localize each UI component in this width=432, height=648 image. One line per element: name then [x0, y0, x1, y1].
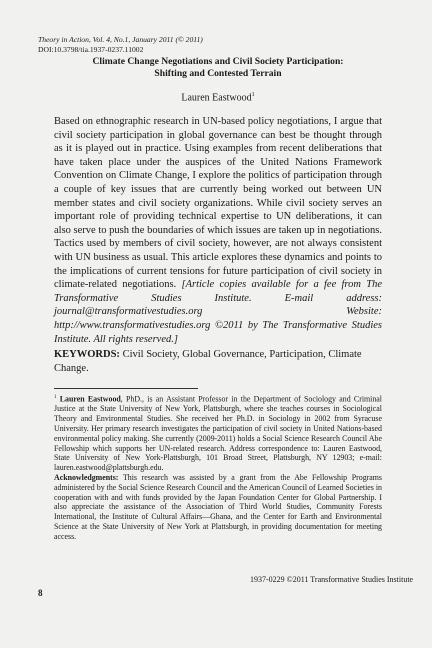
acknowledgments: [54, 473, 382, 542]
keywords-label: KEYWORDS:: [54, 349, 120, 360]
abstract: [54, 115, 382, 346]
author-footnote-mark: 1: [251, 92, 255, 98]
bio-name: Lauren Eastwood: [59, 394, 121, 404]
footnote-mark: 1: [54, 395, 57, 400]
copyright-line: 1937-0229 ©2011 Transformative Studies Institute: [250, 575, 414, 584]
article-copies-note: [Article copies available for a fee from The Transformative Studies Institute. E-mail address: journal@transformativestudies.org Website: http://www.transformativestudies.org ©2011 by The Transformative Studies Institute. All rights reserved.]: [54, 279, 382, 345]
ack-label: Acknowledgments:: [54, 473, 119, 482]
abstract-text: Based on ethnographic research in UN-based policy negotiations, I argue that civil society participation in global governance can best be thought through as it is played out in practice. Using examples from recent deliberations that have taken place under the auspices of the United Nations Framework Convention on Climate Change, I explore the politics of participation through a couple of key issues that are currently being worked out between UN member states and civil society organizations. While civil society serves an important role of providing technical expertise to UN deliberations, it can also serve to push the boundaries of which issues are taken up in negotiations. Tactics used by members of civil society, however, are not always consistent with UN business as usual. This article explores these dynamics and points to the implications of current tensions for future participation of civil society in climate-related negotiations.: [54, 116, 382, 291]
author-line: [38, 92, 398, 103]
page-number: 8: [38, 588, 43, 598]
keywords-text: Civil Society, Global Governance, Participation, Climate Change.: [54, 349, 362, 374]
keywords: [54, 348, 382, 375]
article-title: [38, 56, 398, 80]
doi: DOI:10.3798/tia.1937-0237.11002: [38, 44, 144, 54]
footnote: [54, 393, 382, 542]
author-bio: [54, 393, 382, 473]
title-line-1: Climate Change Negotiations and Civil Society Participation:: [92, 56, 344, 67]
bio-text: , PhD., is an Assistant Professor in the Department of Sociology and Criminal Justice at the State University of New York, Plattsburgh, where she teaches courses in Sociological Theory and Environmental Studies. She received her Ph.D. in Sociology in 2002 from Syracuse University. Her primary research investigates the participation of civil society in United Nations-based environmental policy making. She currently (2009-2011) holds a Social Science Research Council Abe Fellowship which supports her UN-related research. Address correspondence to: Lauren Eastwood, State University of New York-Plattsburgh, 101 Broad Street, Plattsburgh, NY 12903; e-mail: lauren.eastwood@plattsburgh.edu.: [54, 394, 382, 473]
author-name: Lauren Eastwood: [181, 92, 252, 104]
journal-citation: Theory in Action, Vol. 4, No.1, January 2011 (© 2011): [38, 35, 203, 44]
title-line-2: Shifting and Contested Terrain: [154, 68, 282, 79]
ack-text: This research was assisted by a grant from the Abe Fellowship Programs administered by the Social Science Research Council and the American Council of Learned Societies in cooperation with and with funds provided by the Japan Foundation Center for Global Partnership. I also appreciate the assistance of the Association of Third World Studies, Community Forests International, the Institute of Cultural Affairs—Ghana, and the Center for Earth and Environmental Science at the State University of New York at Plattsburgh, in providing documentation for meeting access.: [54, 473, 382, 541]
journal-header: [38, 35, 203, 54]
footnote-divider: [54, 388, 198, 389]
